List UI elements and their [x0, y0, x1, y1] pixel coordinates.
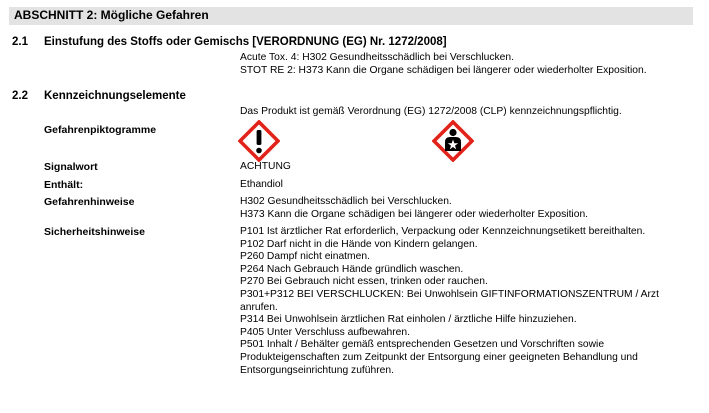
contains-text: Ethandiol: [240, 179, 283, 190]
labelling-intro-text: Das Produkt ist gemäß Verordnung (EG) 1272/2008 (CLP) kennzeichnungspflichtig.: [240, 106, 622, 117]
contains-label: Enthält:: [44, 179, 84, 191]
subsection-number-2-1: 2.1: [12, 36, 28, 48]
subsection-number-2-2: 2.2: [12, 90, 28, 102]
precautionary-statement: P301+P312 BEI VERSCHLUCKEN: Bei Unwohlsein GIFTINFORMATIONSZENTRUM / Arzt anrufen.: [240, 288, 659, 313]
precautionary-statement: P264 Nach Gebrauch Hände gründlich waschen.: [240, 263, 464, 275]
precautionary-statement: P102 Darf nicht in die Hände von Kindern gelangen.: [240, 238, 478, 250]
classification-line: Acute Tox. 4: H302 Gesundheitsschädlich bei Verschlucken.: [240, 52, 514, 63]
precautionary-statement: P101 Ist ärztlicher Rat erforderlich, Verpackung oder Kennzeichnungsetikett bereithalten.: [240, 226, 646, 237]
precautionary-statements-list: [240, 226, 680, 377]
precautionary-statement: P405 Unter Verschluss aufbewahren.: [240, 326, 410, 338]
classification-list: [240, 52, 695, 77]
exclamation-mark-icon: [238, 120, 280, 162]
signal-word-value: [240, 161, 695, 174]
precautionary-statement: P314 Bei Unwohlsein ärztlichen Rat einholen / ärztliche Hilfe hinzuziehen.: [240, 314, 577, 326]
pictograms-label: Gefahrenpiktogramme: [44, 124, 157, 136]
section-title: ABSCHNITT 2: Mögliche Gefahren: [14, 8, 209, 22]
subsection-title-2-1: Einstufung des Stoffs oder Gemischs [VERORDNUNG (EG) Nr. 1272/2008]: [44, 36, 447, 48]
signal-word-label: Signalwort: [44, 161, 98, 173]
signal-word-text: ACHTUNG: [240, 161, 291, 172]
hazard-statement: H373 Kann die Organe schädigen bei längerer oder wiederholter Exposition.: [240, 208, 589, 220]
hazard-statement: H302 Gesundheitsschädlich bei Verschlucken.: [240, 196, 452, 207]
hazard-statements-list: [240, 196, 695, 221]
health-hazard-icon: [432, 120, 474, 162]
precautionary-statements-label: Sicherheitshinweise: [44, 226, 145, 238]
labelling-intro: [240, 106, 695, 119]
classification-line: STOT RE 2: H373 Kann die Organe schädigen bei längerer oder wiederholter Exposition.: [240, 64, 647, 76]
precautionary-statement: P260 Dampf nicht einatmen.: [240, 251, 370, 263]
subsection-title-2-2: Kennzeichnungselemente: [44, 90, 186, 102]
contains-value: [240, 179, 695, 192]
precautionary-statement: P270 Bei Gebrauch nicht essen, trinken oder rauchen.: [240, 276, 488, 288]
precautionary-statement: P501 Inhalt / Behälter gemäß entsprechenden Gesetzen und Vorschriften sowie Produkteigenschaften zum Zeitpunkt der Entsorgung einer geeigneten Behandlung und Entsorgungseinrichtung zuführen.: [240, 339, 638, 376]
hazard-statements-label: Gefahrenhinweise: [44, 196, 135, 208]
